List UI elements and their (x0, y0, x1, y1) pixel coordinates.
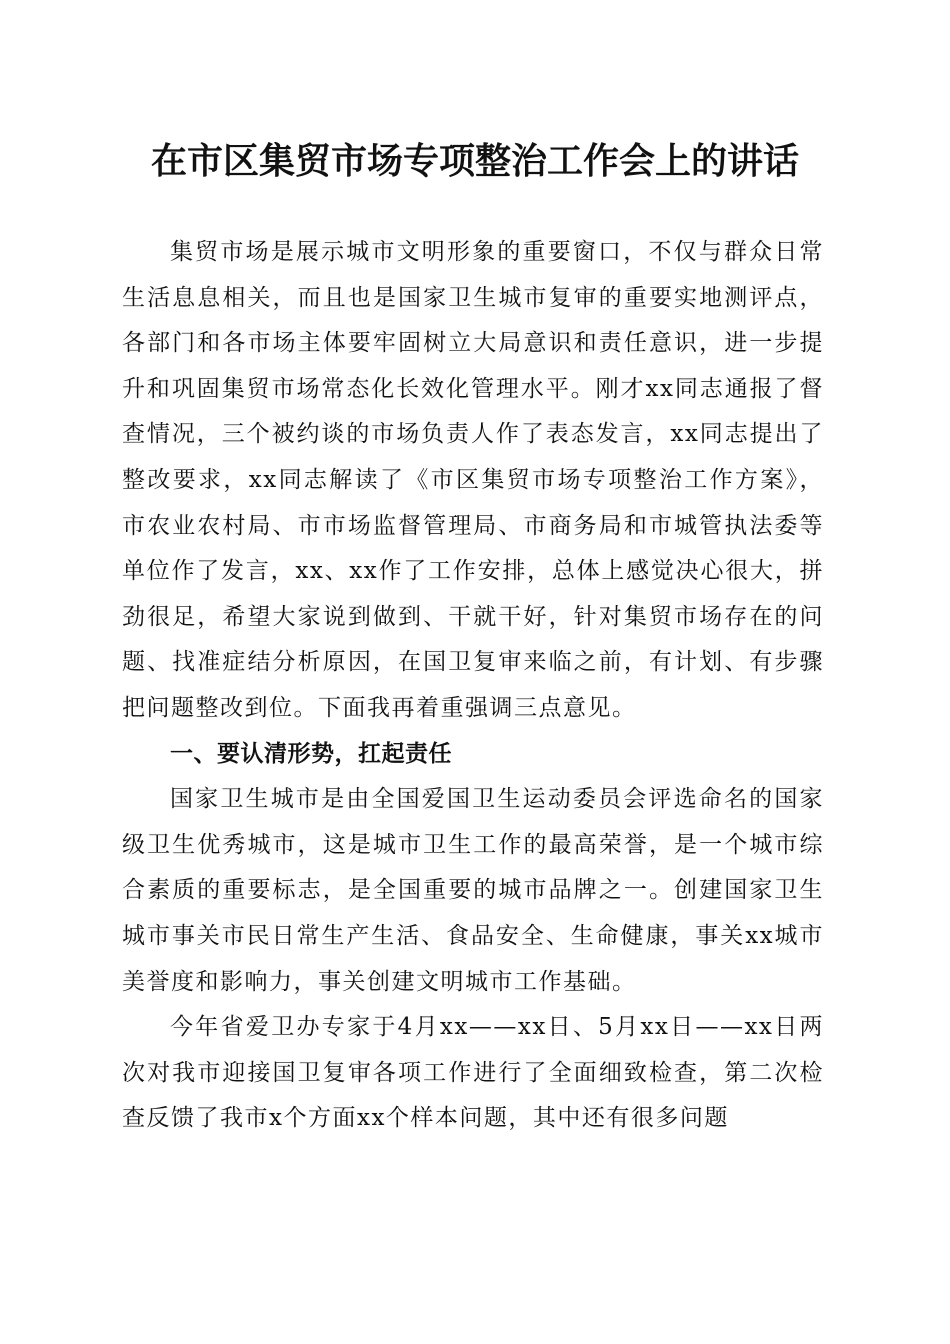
section-paragraph: 今年省爱卫办专家于4月xx——xx日、5月xx日——xx日两次对我市迎接国卫复审各项工作进行了全面细致检查，第二次检查反馈了我市x个方面xx个样本问题，其中还有很多问题 (122, 1014, 824, 1132)
document-title: 在市区集贸市场专项整治工作会上的讲话 (150, 140, 799, 182)
intro-paragraph: 集贸市场是展示城市文明形象的重要窗口，不仅与群众日常生活息息相关，而且也是国家卫生城市复审的重要实地测评点，各部门和各市场主体要牢固树立大局意识和责任意识，进一步提升和巩固集贸市场常态化长效化管理水平。刚才xx同志通报了督查情况，三个被约谈的市场负责人作了表态发言，xx同志提出了整改要求，xx同志解读了《市区集贸市场专项整治工作方案》，市农业农村局、市市场监督管理局、市商务局和市城管执法委等单位作了发言，xx、xx作了工作安排，总体上感觉决心很大，拼劲很足，希望大家说到做到、干就干好，针对集贸市场存在的问题、找准症结分析原因，在国卫复审来临之前，有计划、有步骤把问题整改到位。下面我再着重强调三点意见。 (122, 239, 824, 721)
document-body (122, 230, 824, 1142)
section-heading: 一、要认清形势，扛起责任 (170, 740, 452, 767)
section-paragraph: 国家卫生城市是由全国爱国卫生运动委员会评选命名的国家级卫生优秀城市，这是城市卫生工作的最高荣誉，是一个城市综合素质的重要标志，是全国重要的城市品牌之一。创建国家卫生城市事关市民日常生产生活、食品安全、生命健康，事关xx城市美誉度和影响力，事关创建文明城市工作基础。 (122, 786, 824, 995)
